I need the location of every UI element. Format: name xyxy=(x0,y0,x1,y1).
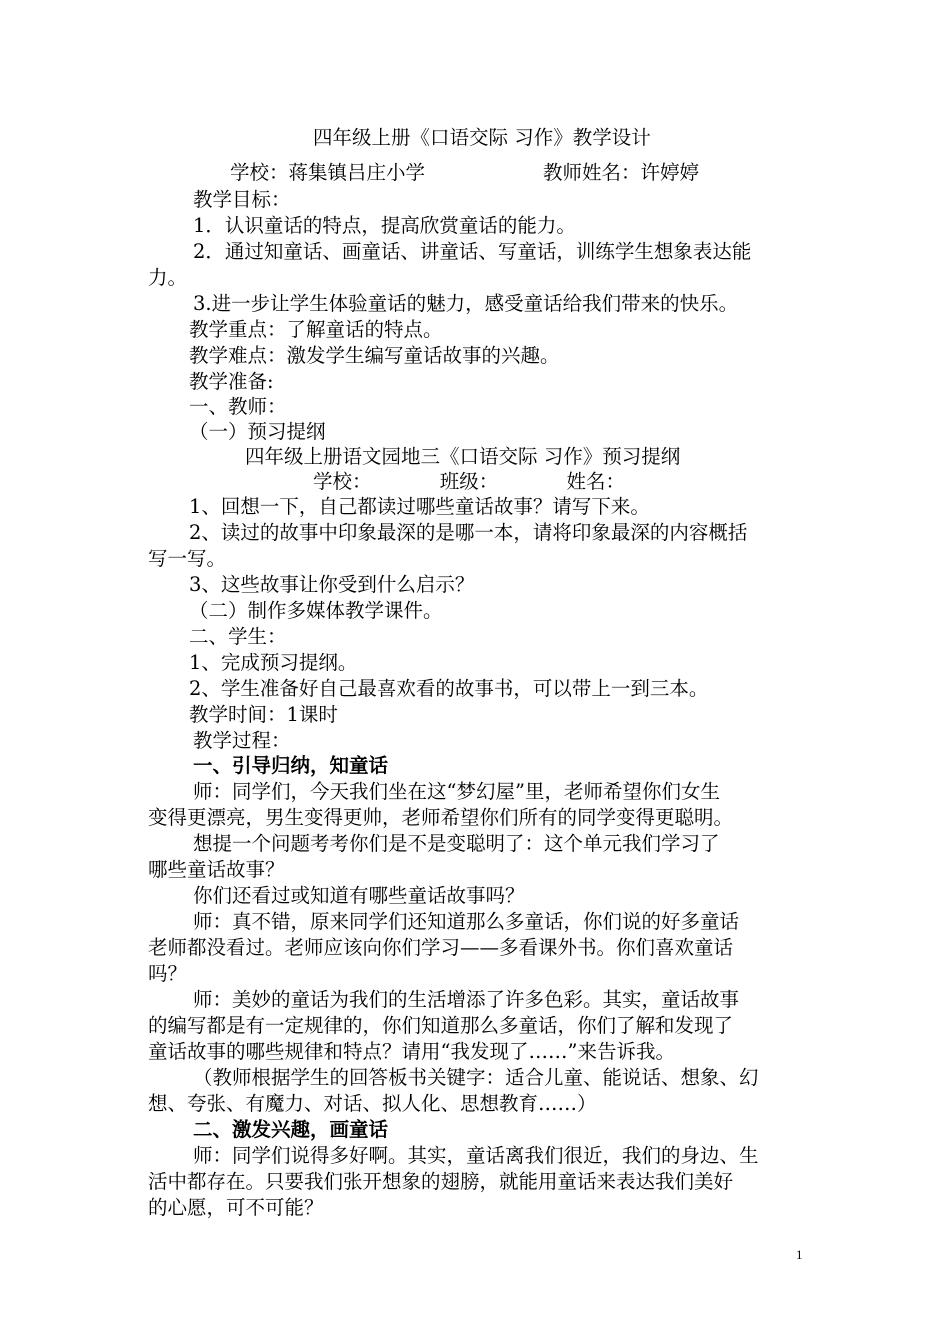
text-line: 老师都没看过。老师应该向你们学习——多看课外书。你们喜欢童话 xyxy=(148,936,734,959)
text-line: 吗？ xyxy=(148,962,188,985)
text-line: 2．通过知童话、画童话、讲童话、写童话，训练学生想象表达能 xyxy=(193,240,752,263)
section-heading: 一、引导归纳，知童话 xyxy=(193,754,389,777)
text-line: 师：同学们说得多好啊。其实，童话离我们很近，我们的身边、生 xyxy=(193,1144,759,1167)
text-line: 哪些童话故事？ xyxy=(148,858,285,881)
page-number: 1 xyxy=(796,1247,803,1262)
text-line: 师：美妙的童话为我们的生活增添了许多色彩。其实，童话故事 xyxy=(193,988,740,1011)
text-line: 一、教师： xyxy=(189,395,287,418)
text-line: 3、这些故事让你受到什么启示？ xyxy=(189,573,475,596)
doc-title: 四年级上册《口语交际 习作》教学设计 xyxy=(313,126,651,149)
text-line: 3.进一步让学生体验童话的魅力，感受童话给我们带来的快乐。 xyxy=(193,292,739,315)
text-line: 二、学生： xyxy=(189,625,287,648)
section-heading: 二、激发兴趣，画童话 xyxy=(193,1118,389,1141)
text-line: 教学时间：1课时 xyxy=(189,703,338,726)
text-line: 1、回想一下，自己都读过哪些童话故事？请写下来。 xyxy=(189,495,650,518)
school-line: 学校：蒋集镇吕庄小学 xyxy=(230,161,426,184)
teacher-line: 教师姓名：许婷婷 xyxy=(543,161,700,184)
text-line: 2、学生准备好自己最喜欢看的故事书，可以带上一到三本。 xyxy=(189,677,709,700)
text-line: 教学准备: xyxy=(189,370,274,393)
text-line: 的编写都是有一定规律的，你们知道那么多童话，你们了解和发现了 xyxy=(148,1014,734,1037)
text-line: 四年级上册语文园地三《口语交际 习作》预习提纲 xyxy=(245,445,681,468)
text-line: 教学难点：激发学生编写童话故事的兴趣。 xyxy=(189,344,560,367)
text-line: 1、完成预习提纲。 xyxy=(189,651,358,674)
text-line: 童话故事的哪些规律和特点？请用“我发现了……”来告诉我。 xyxy=(148,1040,675,1063)
text-line: 想、夸张、有魔力、对话、拟人化、思想教育……） xyxy=(148,1092,597,1115)
text-line: 力。 xyxy=(148,266,188,289)
text-line: 的心愿，可不可能？ xyxy=(148,1196,324,1219)
text-line: 1．认识童话的特点，提高欣赏童话的能力。 xyxy=(193,214,576,237)
text-line: （教师根据学生的回答板书关键字：适合儿童、能说话、想象、幻 xyxy=(193,1066,759,1089)
text-line: 学校： 班级： 姓名： xyxy=(313,470,626,493)
text-line: 想提一个问题考考你们是不是变聪明了：这个单元我们学习了 xyxy=(193,832,720,855)
text-line: 教学重点：了解童话的特点。 xyxy=(189,318,443,341)
text-line: 变得更漂亮，男生变得更帅，老师希望你们所有的同学变得更聪明。 xyxy=(148,806,734,829)
text-line: 活中都存在。只要我们张开想象的翅膀，就能用童话来表达我们美好 xyxy=(148,1170,734,1193)
text-line: 2、读过的故事中印象最深的是哪一本，请将印象最深的内容概括 xyxy=(189,521,748,544)
text-line: 写一写。 xyxy=(148,547,227,570)
text-line: 教学过程： xyxy=(193,729,291,752)
text-line: 教学目标： xyxy=(193,188,291,211)
text-line: （一）预习提纲 xyxy=(189,420,326,443)
text-line: 师：真不错，原来同学们还知道那么多童话，你们说的好多童话 xyxy=(193,910,740,933)
text-line: 你们还看过或知道有哪些童话故事吗？ xyxy=(193,884,525,907)
text-line: （二）制作多媒体教学课件。 xyxy=(189,599,443,622)
text-line: 师：同学们，今天我们坐在这“梦幻屋”里，老师希望你们女生 xyxy=(193,780,720,803)
